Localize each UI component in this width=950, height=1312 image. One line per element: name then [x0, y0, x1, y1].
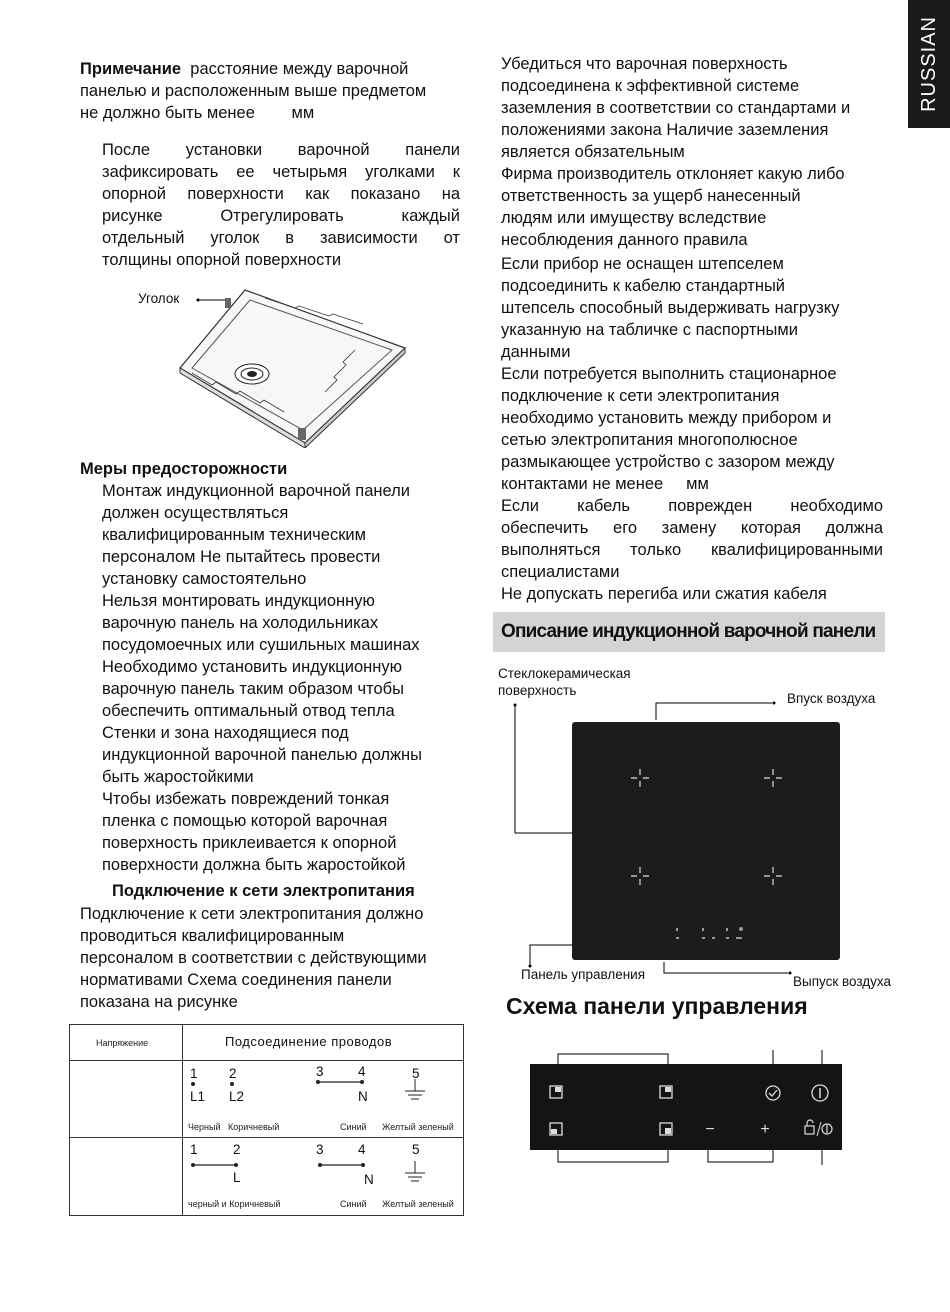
text-line: размыкающее устройство с зазором между	[501, 453, 835, 471]
install-line: опорной поверхности как показано на	[102, 185, 460, 203]
wire-color: Коричневый	[228, 1122, 280, 1132]
text-line: специалистами	[501, 563, 620, 581]
wiring-diagram-1	[188, 1079, 448, 1109]
wire-color: Желтый зеленый	[382, 1199, 454, 1209]
note-line: расстояние между варочной	[190, 60, 409, 78]
wiring-row-2	[188, 1139, 458, 1211]
text-line: ответственность за ущерб нанесенный	[501, 187, 801, 205]
text-line: подсоединить к кабелю стандартный	[501, 277, 786, 295]
glass-surface-label	[498, 665, 631, 699]
precaution-line: Нельзя монтировать индукционную	[102, 592, 375, 610]
power-line: нормативами Схема соединения панели	[80, 971, 392, 989]
air-outlet-label: Выпуск воздуха	[793, 974, 892, 989]
language-label: RUSSIAN	[917, 16, 940, 112]
terminal-number: 3	[316, 1064, 324, 1079]
text-line: Если потребуется выполнить стационарное	[501, 365, 837, 383]
precaution-line: индукционной варочной панелью должны	[102, 746, 423, 764]
wire-label: L	[233, 1170, 241, 1185]
text-line: контактами не менее мм	[501, 475, 709, 493]
power-line: проводиться квалифицированным	[80, 927, 345, 945]
precaution-line: Монтаж индукционной варочной панели	[102, 482, 410, 500]
text-line: выполняться только квалифицированными	[501, 541, 883, 559]
text-line: людям или имуществу вследствие	[501, 209, 767, 227]
power-line: показана на рисунке	[80, 993, 238, 1011]
text-line: данными	[501, 343, 571, 361]
text-line: указанную на табличке с паспортными	[501, 321, 798, 339]
terminal-number: 4	[358, 1064, 366, 1079]
terminal-number: 1	[190, 1066, 198, 1081]
corner-label: Уголок	[138, 291, 180, 306]
control-panel-glass	[530, 1064, 842, 1150]
terminal-number: 5	[412, 1066, 420, 1081]
cable-para	[501, 495, 883, 583]
terminal-number: 1	[190, 1142, 198, 1157]
note-line: панелью и расположенным выше предметом	[80, 82, 427, 100]
text-line: является обязательным	[501, 143, 685, 161]
precaution-line: персоналом Не пытайтесь провести	[102, 548, 381, 566]
wire-color: черный и Коричневый	[188, 1199, 281, 1209]
wire-color: Синий	[340, 1199, 367, 1209]
precautions-block	[80, 458, 470, 876]
text-line: Если кабель поврежден необходимо	[501, 497, 883, 515]
plus-icon[interactable]: +	[760, 1121, 770, 1138]
terminal-number: 3	[316, 1142, 324, 1157]
precaution-line: посудомоечных или сушильных машинах	[102, 636, 420, 654]
fixed-connection-para	[501, 363, 883, 495]
text-line: Убедиться что варочная поверхность	[501, 55, 788, 73]
wire-label: L2	[229, 1089, 245, 1104]
terminal-number: 4	[358, 1142, 366, 1157]
installation-figure	[170, 278, 410, 448]
plug-para	[501, 253, 883, 363]
wire-label: N	[358, 1089, 368, 1104]
install-line: зафиксировать ее четырьмя уголками к	[102, 163, 460, 181]
note-line: не должно быть менее мм	[80, 104, 315, 122]
text-line: заземления в соответствии со стандартами и	[501, 99, 851, 117]
text-line: несоблюдения данного правила	[501, 231, 748, 249]
precaution-line: Чтобы избежать повреждений тонкая	[102, 790, 390, 808]
wiring-table	[69, 1024, 464, 1216]
cooktop-glass	[572, 722, 840, 960]
minus-icon[interactable]: −	[705, 1121, 715, 1138]
wire-color: Синий	[340, 1122, 367, 1132]
precaution-line: Стенки и зона находящиеся под	[102, 724, 349, 742]
install-block	[102, 139, 460, 271]
label-line: поверхность	[498, 683, 577, 698]
precaution-line: поверхность приклеивается к опорной	[102, 834, 397, 852]
grounding-para	[501, 53, 883, 163]
cooktop-diagram	[490, 700, 890, 990]
liability-para	[501, 163, 883, 251]
precaution-line: быть жаростойкими	[102, 768, 254, 786]
voltage-header: Напряжение	[96, 1038, 149, 1048]
wire-label: L1	[190, 1089, 206, 1104]
precaution-line: Необходимо установить индукционную	[102, 658, 402, 676]
power-line: Подключение к сети электропитания должно	[80, 905, 424, 923]
right-text	[501, 53, 883, 605]
power-line: персоналом в соответствии с действующими	[80, 949, 427, 967]
note-label: Примечание	[80, 60, 182, 78]
precaution-line: обеспечить оптимальный отвод тепла	[102, 702, 395, 720]
terminal-number: 2	[233, 1142, 241, 1157]
power-block	[80, 903, 470, 1013]
control-scheme-title: Схема панели управления	[506, 993, 808, 1019]
description-title: Описание индукционной варочной панели	[501, 621, 876, 642]
corner-bracket-icon	[225, 298, 231, 308]
text-line: штепсель способный выдерживать нагрузку	[501, 299, 840, 317]
wire-color: Желтый зеленый	[382, 1122, 454, 1132]
language-tab	[908, 0, 950, 128]
install-line: отдельный уголок в зависимости от	[102, 229, 460, 247]
description-heading	[493, 612, 885, 652]
precaution-line: варочную панель на холодильниках	[102, 614, 379, 632]
wire-label: N	[364, 1172, 374, 1187]
text-line: Не допускать перегиба или сжатия кабеля	[501, 585, 827, 603]
precaution-line: квалифицированным техническим	[102, 526, 366, 544]
precaution-line: пленка с помощью которой варочная	[102, 812, 388, 830]
text-line: сетью электропитания многополюсное	[501, 431, 798, 449]
text-line: обеспечить его замену которая должна	[501, 519, 883, 537]
install-line: рисунке Отрегулировать каждый	[102, 207, 460, 225]
wiring-row-1	[188, 1063, 458, 1135]
wire-color: Черный	[188, 1122, 221, 1132]
text-line: Если прибор не оснащен штепселем	[501, 255, 784, 273]
control-panel-scheme	[525, 1050, 845, 1170]
text-line: Фирма производитель отклоняет какую либо	[501, 165, 845, 183]
precaution-line: варочную панель таким образом чтобы	[102, 680, 404, 698]
precaution-line: установку самостоятельно	[102, 570, 307, 588]
terminal-number: 5	[412, 1142, 420, 1157]
label-line: Стеклокерамическая	[498, 666, 631, 681]
note-block	[80, 58, 470, 124]
text-line: подключение к сети электропитания	[501, 387, 780, 405]
precautions-title: Меры предосторожности	[80, 460, 288, 478]
terminal-number: 2	[229, 1066, 237, 1081]
text-line: подсоединена к эффективной системе	[501, 77, 800, 95]
precaution-line: поверхности должна быть жаростойкой	[102, 856, 406, 874]
install-line: толщины опорной поверхности	[102, 251, 342, 269]
wires-header: Подсоединение проводов	[225, 1034, 393, 1049]
precaution-line: должен осуществляться	[102, 504, 289, 522]
text-line: положениями закона Наличие заземления	[501, 121, 829, 139]
control-panel-label: Панель управления	[521, 967, 646, 982]
air-inlet-label: Впуск воздуха	[787, 691, 876, 706]
power-title: Подключение к сети электропитания	[112, 882, 415, 900]
wiring-diagram-2	[188, 1157, 448, 1191]
install-line: После установки варочной панели	[102, 141, 460, 159]
text-line: необходимо установить между прибором и	[501, 409, 832, 427]
